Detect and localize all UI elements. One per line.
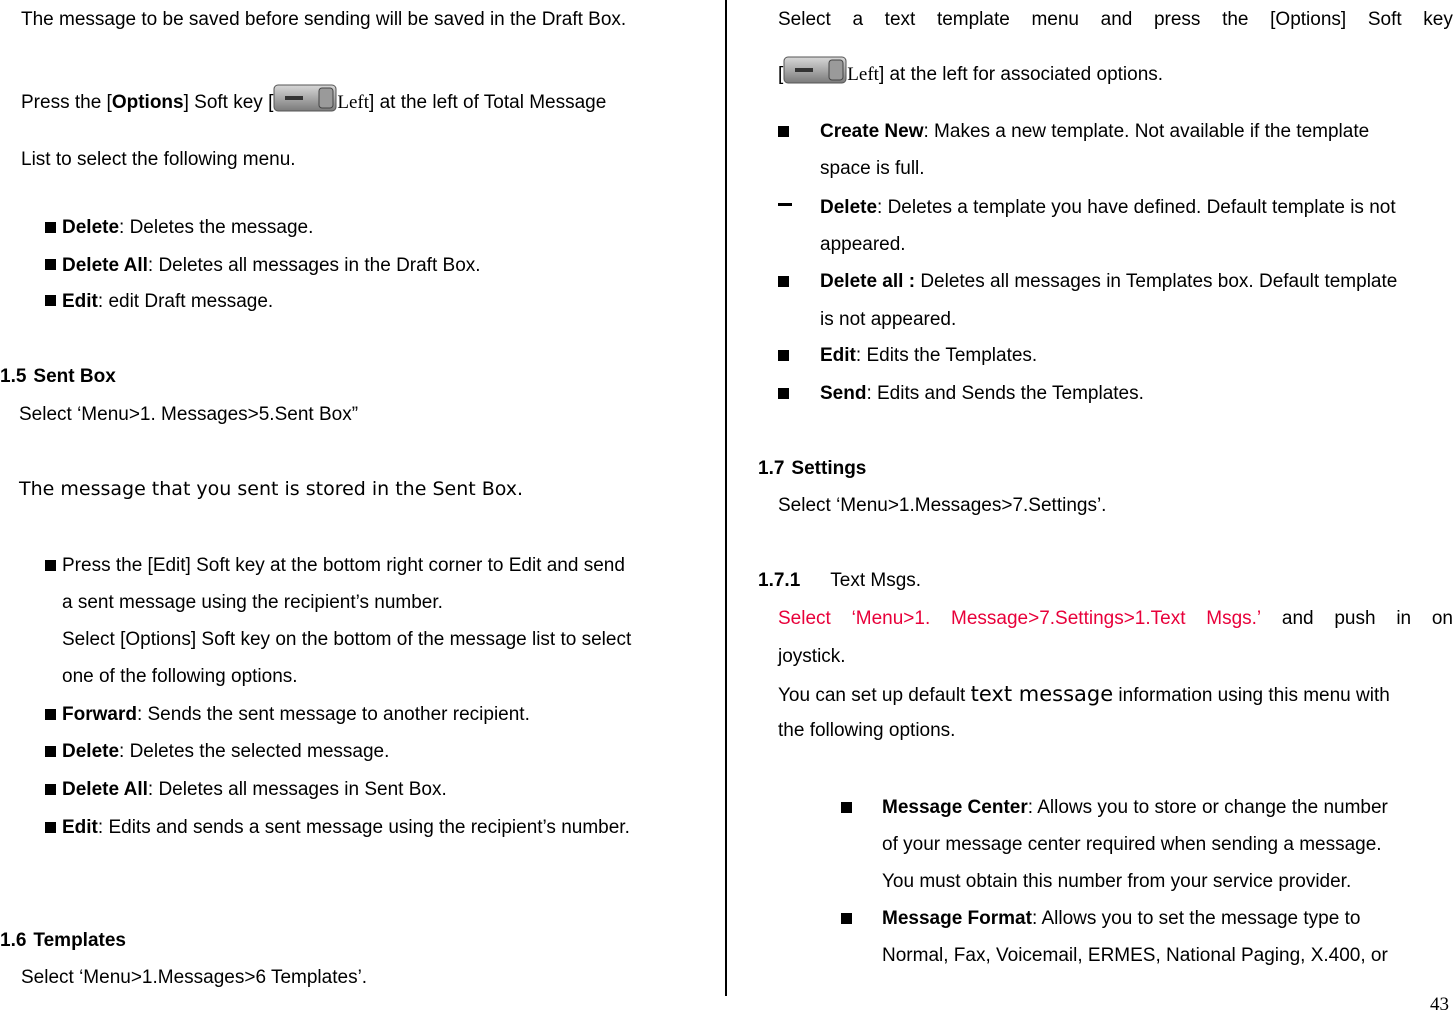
text-msgs-path-line2: joystick. <box>778 646 846 667</box>
press-edit-line4: one of the following options. <box>62 666 298 687</box>
list-item-cont: Normal, Fax, Voicemail, ERMES, National Paging, X.400, or <box>882 945 1388 966</box>
word: push <box>1334 608 1376 629</box>
list-item: Delete All: Deletes all messages in the Draft Box. <box>62 255 481 276</box>
bullet-square-icon <box>45 709 56 720</box>
word: on <box>1431 608 1453 629</box>
list-item-cont: of your message center required when sending a message. <box>882 834 1382 855</box>
column-divider <box>725 0 727 996</box>
word: text <box>884 9 916 30</box>
draft-note: The message to be saved before sending will be saved in the Draft Box. <box>21 9 627 30</box>
bullet-square-icon <box>778 126 789 137</box>
word: Soft <box>1367 9 1402 30</box>
section-heading-settings: 1.7 Settings <box>758 458 867 479</box>
template-intro-line2: [ Left] at the left for associated options. <box>778 56 1163 84</box>
bullet-square-icon <box>45 560 56 571</box>
section-heading-templates: 1.6 Templates <box>0 930 126 951</box>
bullet-square-icon <box>45 259 56 270</box>
bullet-square-icon <box>45 222 56 233</box>
word: press <box>1153 9 1201 30</box>
template-intro-line1 <box>778 10 1453 29</box>
options-key-label: Options <box>111 92 184 113</box>
sent-box-note: The message that you sent is stored in the Sent Box. <box>19 478 524 500</box>
bullet-square-icon <box>45 784 56 795</box>
right-column <box>755 0 1453 1012</box>
word: ‘Menu>1. <box>851 608 931 629</box>
word: [Options] <box>1270 9 1347 30</box>
word: Select <box>778 608 831 629</box>
bullet-square-icon <box>778 276 789 287</box>
list-item: Create New: Makes a new template. Not available if the template <box>820 121 1370 142</box>
left-softkey-icon <box>783 56 847 84</box>
word: key <box>1423 9 1453 30</box>
section-heading-sent-box: 1.5 Sent Box <box>0 366 116 387</box>
word: Msgs.’ <box>1206 608 1262 629</box>
text-msgs-setup-line: You can set up default text message information using this menu with <box>778 682 1390 706</box>
word: in <box>1396 608 1412 629</box>
word: the <box>1222 9 1249 30</box>
left-key-label: Left <box>847 64 879 85</box>
templates-path: Select ‘Menu>1.Messages>6 Templates’. <box>21 967 368 988</box>
bullet-square-icon <box>778 350 789 361</box>
word: Select <box>778 9 831 30</box>
sent-box-path: Select ‘Menu>1. Messages>5.Sent Box” <box>19 404 359 425</box>
bullet-square-icon <box>45 295 56 306</box>
press-options-line: Press the [Options] Soft key [ Left] at the left of Total Message <box>21 84 606 112</box>
list-item: Delete All: Deletes all messages in Sent Box. <box>62 779 447 800</box>
left-key-label: Left <box>337 92 370 113</box>
list-item: Edit: Edits the Templates. <box>820 345 1038 366</box>
list-item: Edit: edit Draft message. <box>62 291 274 312</box>
list-item-cont: space is full. <box>820 158 925 179</box>
list-item-cont: appeared. <box>820 234 906 255</box>
left-softkey-icon <box>273 84 337 112</box>
bullet-square-icon <box>45 822 56 833</box>
bullet-square-icon <box>778 388 789 399</box>
list-item: Edit: Edits and sends a sent message using the recipient’s number. <box>62 817 630 838</box>
press-edit-line2: a sent message using the recipient’s number. <box>62 592 443 613</box>
list-item: Delete: Deletes the message. <box>62 217 314 238</box>
list-item: Message Format: Allows you to set the message type to <box>882 908 1361 929</box>
settings-path: Select ‘Menu>1.Messages>7.Settings’. <box>778 495 1107 516</box>
word: and <box>1281 608 1314 629</box>
bullet-square-icon <box>45 746 56 757</box>
page-number: 43 <box>1430 994 1449 1015</box>
list-item: Delete all : Deletes all messages in Templates box. Default template <box>820 271 1398 292</box>
word: menu <box>1031 9 1079 30</box>
list-item-cont: is not appeared. <box>820 309 957 330</box>
text-msgs-setup-line2: the following options. <box>778 720 956 741</box>
word: template <box>936 9 1010 30</box>
press-options-line2: List to select the following menu. <box>21 149 296 170</box>
list-item: Delete: Deletes the selected message. <box>62 741 390 762</box>
press-edit-line1: Press the [Edit] Soft key at the bottom right corner to Edit and send <box>62 555 625 576</box>
list-item: Forward: Sends the sent message to another recipient. <box>62 704 530 725</box>
text-msgs-path-line <box>778 609 1453 628</box>
list-item: Delete: Deletes a template you have defined. Default template is not <box>820 197 1396 218</box>
left-column <box>0 0 710 1012</box>
word: and <box>1100 9 1133 30</box>
word: a <box>852 9 864 30</box>
subsection-heading-text-msgs: 1.7.1 Text Msgs. <box>758 570 922 591</box>
list-item: Send: Edits and Sends the Templates. <box>820 383 1144 404</box>
bullet-square-icon <box>841 802 852 813</box>
list-item: Message Center: Allows you to store or change the number <box>882 797 1388 818</box>
bullet-dash-icon <box>778 203 792 206</box>
word: Message>7.Settings>1.Text <box>951 608 1186 629</box>
bullet-square-icon <box>841 913 852 924</box>
press-edit-line3: Select [Options] Soft key on the bottom of the message list to select <box>62 629 632 650</box>
list-item-cont: You must obtain this number from your service provider. <box>882 871 1352 892</box>
